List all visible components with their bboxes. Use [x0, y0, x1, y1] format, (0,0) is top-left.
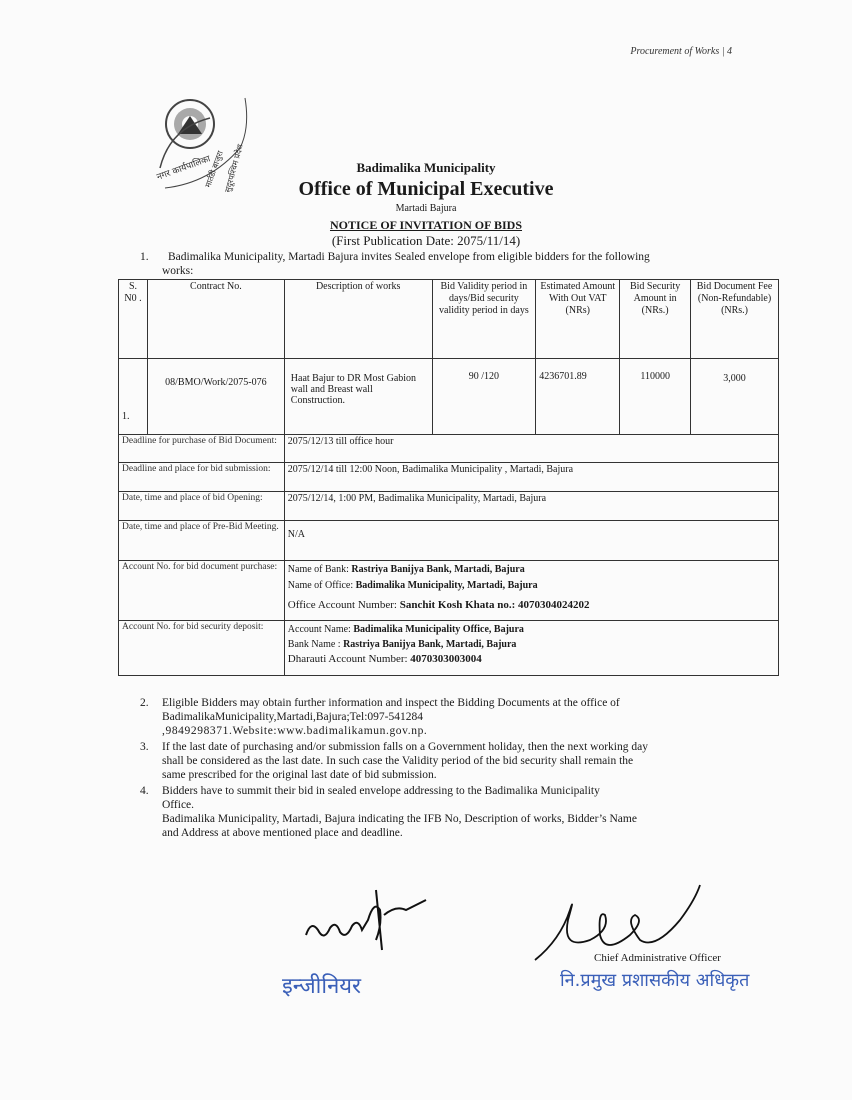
value-opening: 2075/12/14, 1:00 PM, Badimalika Municipality, Martadi, Bajura — [284, 492, 778, 521]
value-prebid: N/A — [284, 521, 778, 561]
label-account-doc: Account No. for bid document purchase: — [119, 561, 285, 621]
office-label: Name of Office: — [287, 580, 354, 591]
engineer-stamp: इन्जीनियर — [282, 974, 362, 999]
security-account-name-label: Account Name: — [287, 624, 351, 635]
bank-label: Name of Bank: — [287, 564, 349, 575]
publication-date: (First Publication Date: 2075/11/14) — [331, 233, 521, 248]
cell-estimate: 4236701.89 — [536, 359, 620, 435]
office-place: Martadi Bajura — [395, 203, 457, 214]
label-prebid: Date, time and place of Pre-Bid Meeting. — [119, 521, 285, 561]
note-item — [140, 784, 740, 840]
security-bank-name: Rastriya Banijya Bank, Martadi, Bajura — [343, 639, 517, 650]
row-account-security — [119, 621, 779, 676]
bank-name: Rastriya Banijya Bank, Martadi, Bajura — [351, 564, 525, 575]
note-line: If the last date of purchasing and/or submission falls on a Government holiday, then the next working day — [162, 741, 648, 753]
account-label: Office Account Number: — [287, 599, 397, 611]
org-name: Badimalika Municipality — [356, 160, 496, 175]
value-account-security — [284, 621, 778, 676]
header-description: Description of works — [284, 280, 432, 359]
engineer-signature — [296, 880, 436, 960]
note-item — [140, 740, 740, 782]
table-row — [119, 359, 779, 435]
office-name: Badimalika Municipality, Martadi, Bajura — [355, 580, 538, 591]
security-account-label: Dharauti Account Number: — [287, 653, 408, 665]
row-account-doc — [119, 561, 779, 621]
header-estimate: Estimated Amount With Out VAT (NRs) — [536, 280, 620, 359]
security-bank-label: Bank Name : — [287, 639, 341, 650]
cell-validity: 90 /120 — [432, 359, 536, 435]
note-number: 3. — [140, 741, 149, 753]
cao-title: Chief Administrative Officer — [594, 952, 721, 964]
note-number: 4. — [140, 785, 149, 797]
header-validity: Bid Validity period in days/Bid security validity period in days — [432, 280, 536, 359]
note-line: Badimalika Municipality, Martadi, Bajura indicating the IFB No, Description of works, Bidder’s Name — [162, 813, 637, 825]
note-line: Bidders have to summit their bid in sealed envelope addressing to the Badimalika Municipality — [162, 785, 600, 797]
page-header: Procurement of Works | 4 — [630, 46, 732, 57]
note-line: BadimalikaMunicipality,Martadi,Bajura;Tel:097-541284 — [162, 711, 423, 723]
intro-number: 1. — [140, 251, 149, 263]
note-line: and Address at above mentioned place and deadline. — [162, 827, 403, 839]
header-contract: Contract No. — [147, 280, 284, 359]
notice-title: NOTICE OF INVITATION OF BIDS — [329, 218, 523, 232]
value-deadline-purchase: 2075/12/13 till office hour — [284, 435, 778, 463]
header-sno: S. N0 . — [119, 280, 148, 359]
svg-text:नगर कार्यपालिका: नगर कार्यपालिका — [155, 154, 212, 183]
row-deadline-submission — [119, 463, 779, 492]
security-account-number: 4070303003004 — [410, 653, 482, 665]
cell-contract: 08/BMO/Work/2075-076 — [147, 359, 284, 435]
row-opening — [119, 492, 779, 521]
intro-paragraph — [140, 250, 740, 278]
office-title: Office of Municipal Executive — [298, 178, 554, 200]
note-line: ,9849298371.Website:www.badimalikamun.gov.np. — [162, 725, 428, 737]
note-line: shall be considered as the last date. In such case the Validity period of the bid security shall remain the — [162, 755, 634, 767]
row-deadline-purchase — [119, 435, 779, 463]
note-number: 2. — [140, 697, 149, 709]
security-account-name: Badimalika Municipality Office, Bajura — [353, 624, 524, 635]
value-deadline-submission: 2075/12/14 till 12:00 Noon, Badimalika Municipality , Martadi, Bajura — [284, 463, 778, 492]
intro-text: Badimalika Municipality, Martadi Bajura invites Sealed envelope from eligible bidders for the following — [168, 251, 650, 263]
header-fee: Bid Document Fee (Non-Refundable) (NRs.) — [691, 280, 779, 359]
svg-text:सुदूरपश्चिम प्रदेश: सुदूरपश्चिम प्रदेश — [223, 143, 245, 194]
bids-table — [118, 279, 779, 676]
label-deadline-submission: Deadline and place for bid submission: — [119, 463, 285, 492]
account-number: Sanchit Kosh Khata no.: 4070304024202 — [399, 599, 590, 611]
notes-list — [140, 696, 740, 842]
note-line: same prescribed for the original last date of bid submission. — [162, 769, 437, 781]
value-account-doc — [284, 561, 778, 621]
cell-sno: 1. — [119, 359, 148, 435]
row-prebid — [119, 521, 779, 561]
intro-text-cont: works: — [162, 265, 194, 277]
header-security: Bid Security Amount in (NRs.) — [620, 280, 691, 359]
svg-text:मार्तडी बाजुरा: मार्तडी बाजुरा — [203, 149, 225, 189]
label-account-security: Account No. for bid security deposit: — [119, 621, 285, 676]
note-line: Eligible Bidders may obtain further information and inspect the Bidding Documents at the office of — [162, 697, 620, 709]
table-header-row — [119, 280, 779, 359]
note-item — [140, 696, 740, 738]
label-opening: Date, time and place of bid Opening: — [119, 492, 285, 521]
cell-fee: 3,000 — [691, 359, 779, 435]
cell-description: Haat Bajur to DR Most Gabion wall and Breast wall Construction. — [284, 359, 432, 435]
cell-security: 110000 — [620, 359, 691, 435]
cao-stamp: नि.प्रमुख प्रशासकीय अधिकृत — [560, 970, 750, 991]
label-deadline-purchase: Deadline for purchase of Bid Document: — [119, 435, 285, 463]
note-line: Office. — [162, 799, 195, 811]
